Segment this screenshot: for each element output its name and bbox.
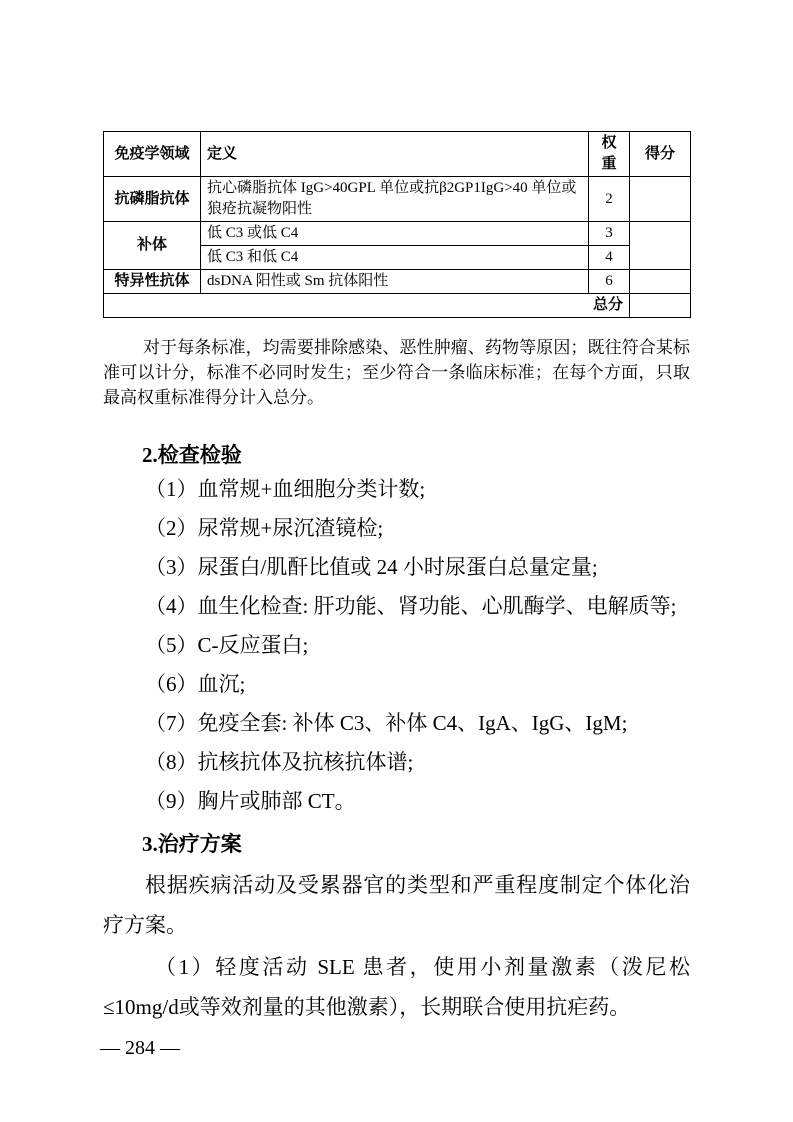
table-total-row <box>104 294 691 318</box>
table-header-row <box>104 132 691 177</box>
weight-cell: 4 <box>589 246 630 270</box>
exam-item: （8）抗核抗体及抗核抗体谱; <box>145 750 414 774</box>
treatment-item-1: （1）轻度活动 SLE 患者，使用小剂量激素（泼尼松≤10mg/d或等效剂量的其他激素），长期联合使用抗疟药。 <box>103 955 690 1019</box>
table-row <box>104 177 691 222</box>
page-number: — 284 — <box>100 1037 180 1059</box>
definition-cell: 低 C3 和低 C4 <box>201 246 589 270</box>
domain-cell: 补体 <box>104 222 201 270</box>
exam-item: （4）血生化检查: 肝功能、肾功能、心肌酶学、电解质等; <box>145 594 677 618</box>
weight-cell: 3 <box>589 222 630 246</box>
exam-item: （1）血常规+血细胞分类计数; <box>145 477 426 501</box>
total-label-cell: 总分 <box>104 294 630 318</box>
treatment-intro-paragraph: 根据疾病活动及受累器官的类型和严重程度制定个体化治疗方案。 <box>103 873 690 937</box>
table-row <box>104 222 691 246</box>
total-score-cell <box>630 294 691 318</box>
definition-cell: dsDNA 阳性或 Sm 抗体阳性 <box>201 270 589 294</box>
score-cell <box>630 270 691 294</box>
scoring-note-paragraph: 对于每条标准，均需要排除感染、恶性肿瘤、药物等原因；既往符合某标准可以计分，标准不必同时发生；至少符合一条临床标准；在每个方面，只取最高权重标准得分计入总分。 <box>103 338 690 407</box>
immunology-criteria-table <box>103 131 691 318</box>
section-title-treatment: 3.治疗方案 <box>142 832 242 856</box>
exam-item: （5）C-反应蛋白; <box>145 633 309 657</box>
definition-cell: 抗心磷脂抗体 IgG>40GPL 单位或抗β2GP1IgG>40 单位或狼疮抗凝物阳性 <box>201 177 589 222</box>
exam-item: （6）血沉; <box>145 672 246 696</box>
header-score: 得分 <box>630 132 691 177</box>
exam-item: （7）免疫全套: 补体 C3、补体 C4、IgA、IgG、IgM; <box>145 711 628 735</box>
header-definition: 定义 <box>201 132 589 177</box>
header-domain: 免疫学领域 <box>104 132 201 177</box>
domain-cell: 特异性抗体 <box>104 270 201 294</box>
header-weight: 权重 <box>589 132 630 177</box>
weight-cell: 2 <box>589 177 630 222</box>
definition-cell: 低 C3 或低 C4 <box>201 222 589 246</box>
exam-item-list <box>103 470 690 821</box>
table-row <box>104 270 691 294</box>
section-title-exam: 2.检查检验 <box>142 443 242 467</box>
exam-item: （3）尿蛋白/肌酐比值或 24 小时尿蛋白总量定量; <box>145 555 598 579</box>
exam-item: （9）胸片或肺部 CT。 <box>145 789 356 813</box>
weight-cell: 6 <box>589 270 630 294</box>
score-cell <box>630 177 691 222</box>
score-cell <box>630 222 691 270</box>
page-content <box>103 0 690 1027</box>
exam-item: （2）尿常规+尿沉渣镜检; <box>145 516 384 540</box>
domain-cell: 抗磷脂抗体 <box>104 177 201 222</box>
